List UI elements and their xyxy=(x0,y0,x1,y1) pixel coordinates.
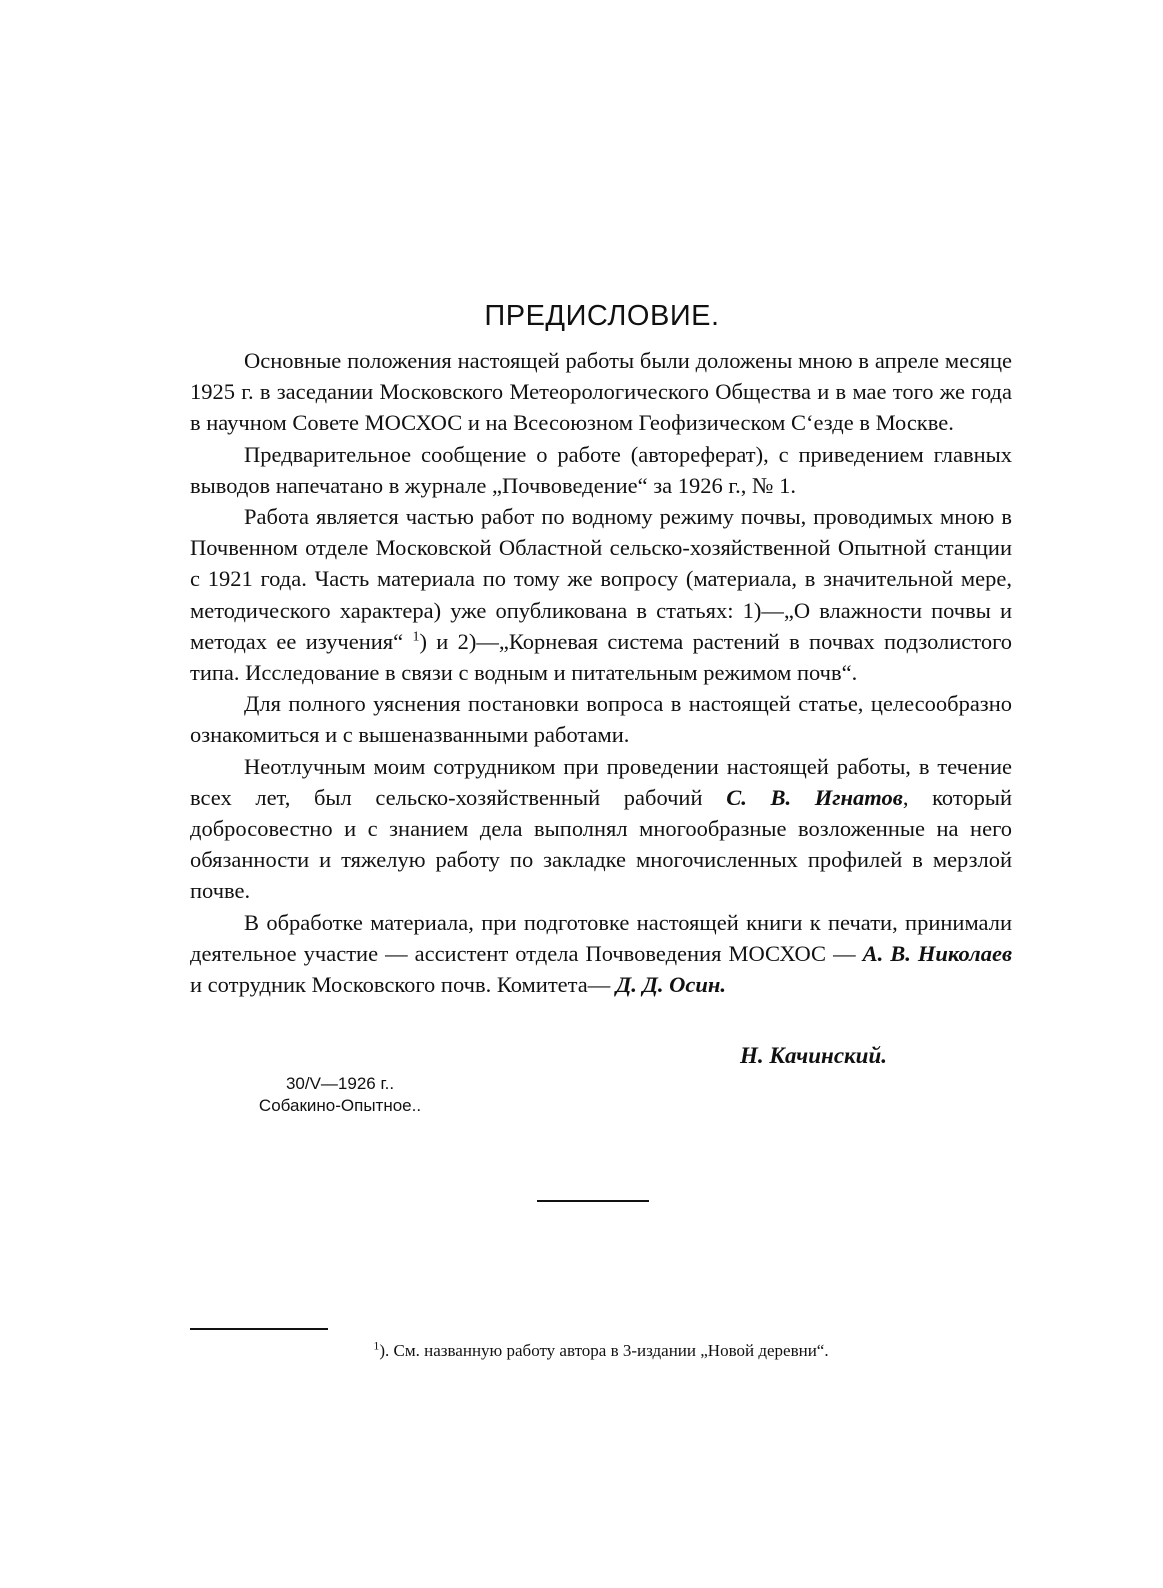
paragraph-6-text-a: В обработке материала, при подготовке настоящей книги к печати, принимали деятельное участие — ассистент отдела Почвоведения МОСХОС — xyxy=(190,909,1012,966)
paragraph-6-text-b: и сотрудник Московского почв. Комитета— xyxy=(190,972,611,998)
author-signature: Н. Качинский. xyxy=(740,1043,888,1068)
paragraph-1: Основные положения настоящей работы были доложены мною в апреле месяце 1925 г. в заседании Московского Метеорологического Общества и в мае того же года в научном Совете МОСХОС и на Всесоюзном Геофизическом С‘езде в Москве. xyxy=(190,348,1012,436)
paragraph-3-text-b: ) и 2)—„Корневая система растений в почвах подзолистого типа. Исследование в связи с водным и питательным режимом почв“. xyxy=(190,628,1012,686)
page-title: ПРЕДИСЛОВИЕ. xyxy=(484,300,720,332)
footnote-separator-rule xyxy=(190,1328,328,1330)
paragraph-5-text-b: , который добросовестно и с знанием дела выполнял многообразные возложенные на него обязанности и тяжелую работу по закладке многочисленных профилей в мерзлой почве. xyxy=(190,784,1013,904)
dateline xyxy=(220,1073,460,1117)
footnote-mark: 1 xyxy=(373,1338,380,1353)
person-name-osin: Д. Д. Осин. xyxy=(615,972,726,998)
preface-body xyxy=(190,345,1012,1000)
paragraph-5 xyxy=(190,751,1012,907)
paragraph-5-text-a: Неотлучным моим сотрудником при проведении настоящей работы, в течение всех лет, был сельско-хозяйственный рабочий xyxy=(190,753,1012,810)
paragraph-3 xyxy=(190,501,1012,688)
footnote xyxy=(190,1338,1012,1361)
person-name-nikolaev: А. В. Николаев xyxy=(862,940,1012,966)
paragraph-3-text-a: Работа является частью работ по водному режиму почвы, проводимых мною в Почвенном отделе Московской Областной сельско-хозяйственной Опытной станции с 1921 года. Часть материала по тому же вопросу (материала, в значительной мере, методического характера) уже опубликована в статьях: 1)—„О влажности почвы и методах ее изучения“ xyxy=(190,504,1012,654)
section-separator-rule xyxy=(537,1200,649,1202)
date-text: 30/V—1926 г.. xyxy=(285,1074,395,1093)
footnote-text: ). См. названную работу автора в 3-издании „Новой деревни“. xyxy=(379,1341,829,1360)
paragraph-2: Предварительное сообщение о работе (автореферат), с приведением главных выводов напечатано в журнале „Почвоведение“ за 1926 г., № 1. xyxy=(190,441,1012,498)
paragraph-4: Для полного уяснения постановки вопроса в настоящей статье, целесообразно ознакомиться и с вышеназванными работами. xyxy=(190,691,1012,748)
place-text: Собакино-Опытное.. xyxy=(258,1096,422,1115)
footnote-reference: 1 xyxy=(412,629,420,645)
paragraph-6 xyxy=(190,907,1012,1001)
person-name-ignatov: С. В. Игнатов xyxy=(726,784,903,810)
